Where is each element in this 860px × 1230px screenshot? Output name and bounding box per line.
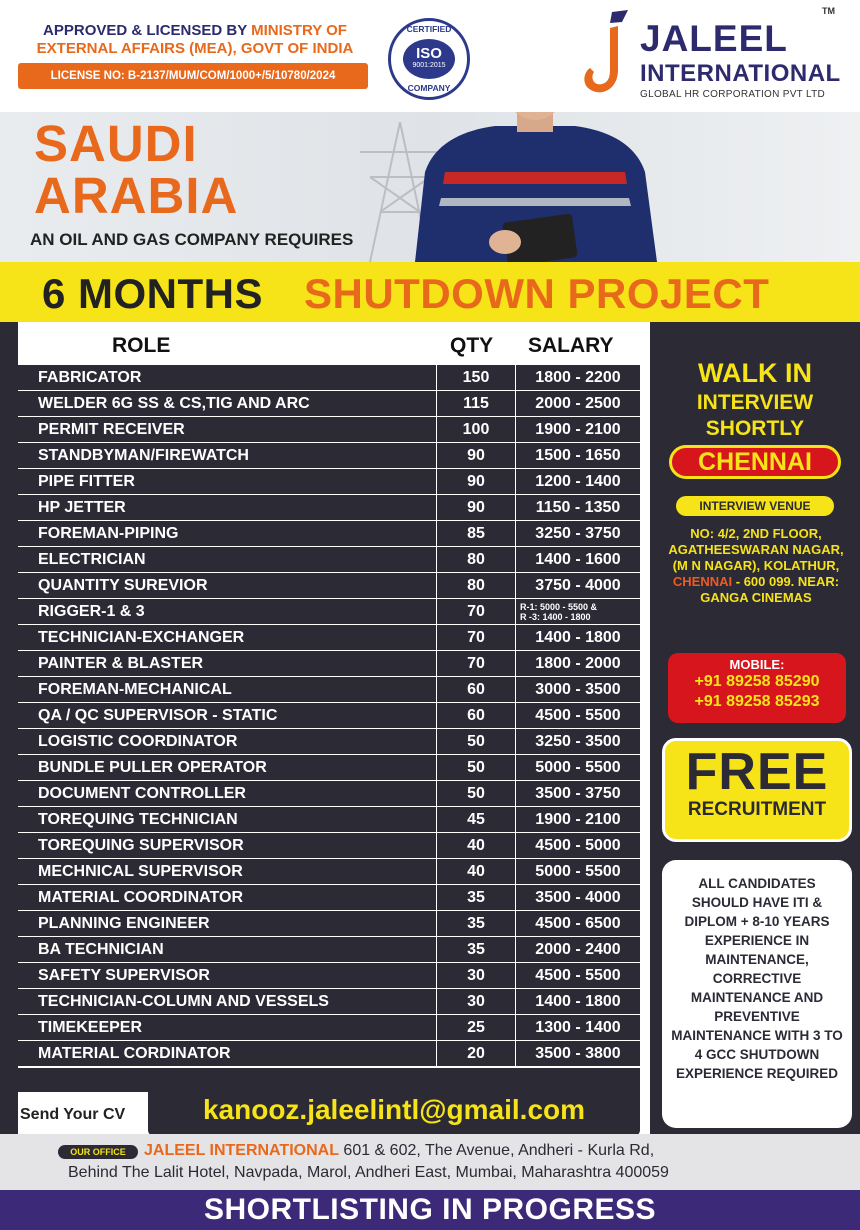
- header-salary: SALARY: [528, 334, 614, 357]
- iso-standard: 9001:2015: [412, 62, 446, 69]
- row-salary: 5000 - 5500: [535, 863, 621, 880]
- row-salary: 4500 - 5500: [535, 967, 621, 984]
- row-role: MATERIAL COORDINATOR: [38, 889, 244, 906]
- approval-ministry: MINISTRY OF: [251, 22, 347, 39]
- row-salary: 3500 - 4000: [535, 889, 621, 906]
- jaleel-logo-icon: [582, 8, 634, 100]
- table-row: [18, 676, 640, 702]
- row-salary: 3750 - 4000: [535, 577, 621, 594]
- row-qty: 45: [436, 807, 516, 833]
- table-row: [18, 390, 640, 416]
- iso-bottom-text: COMPANY: [407, 83, 451, 93]
- row-salary: 3500 - 3750: [535, 785, 621, 802]
- row-salary: 1800 - 2200: [535, 369, 621, 386]
- table-row: [18, 988, 640, 1014]
- approval-text: [20, 22, 370, 58]
- table-row: [18, 780, 640, 806]
- table-row: [18, 936, 640, 962]
- table-left-edge: [0, 322, 18, 1134]
- brand-tagline: GLOBAL HR CORPORATION PVT LTD: [640, 89, 826, 100]
- row-role: DOCUMENT CONTROLLER: [38, 785, 246, 802]
- table-row: [18, 364, 640, 390]
- row-salary: 1150 - 1350: [535, 499, 621, 516]
- row-role: LOGISTIC COORDINATOR: [38, 733, 238, 750]
- table-row: [18, 858, 640, 884]
- row-salary: 2000 - 2400: [535, 941, 621, 958]
- row-salary: 5000 - 5500: [535, 759, 621, 776]
- row-qty: 30: [436, 989, 516, 1015]
- table-row: [18, 832, 640, 858]
- table-row: [18, 624, 640, 650]
- table-row: [18, 1014, 640, 1040]
- candidate-requirements: ALL CANDIDATES SHOULD HAVE ITI & DIPLOM + 8-10 YEARS EXPERIENCE IN MAINTENANCE, CORRECTIVE MAINTENANCE AND PREVENTIVE MAINTENANCE WITH 3 TO 4 GCC SHUTDOWN EXPERIENCE REQUIRED: [662, 860, 852, 1128]
- row-role: RIGGER-1 & 3: [38, 603, 145, 620]
- row-qty: 35: [436, 911, 516, 937]
- job-table: [0, 322, 650, 1134]
- interview-text: INTERVIEW: [696, 391, 814, 414]
- row-qty: 25: [436, 1015, 516, 1041]
- table-row: [18, 702, 640, 728]
- row-salary: 4500 - 6500: [535, 915, 621, 932]
- recruitment-text: RECRUITMENT: [687, 799, 827, 820]
- mobile-label: MOBILE:: [729, 657, 785, 672]
- row-salary: 1900 - 2100: [535, 811, 621, 828]
- row-role: PLANNING ENGINEER: [38, 915, 210, 932]
- country-line2: ARABIA: [34, 167, 239, 224]
- table-row: [18, 494, 640, 520]
- engineer-photo: [405, 112, 665, 262]
- table-row: [18, 806, 640, 832]
- row-salary: 3500 - 3800: [535, 1045, 621, 1062]
- row-qty: 115: [436, 391, 516, 417]
- send-cv-label: Send Your CV: [20, 1106, 126, 1123]
- row-role: HP JETTER: [38, 499, 126, 516]
- row-role: PAINTER & BLASTER: [38, 655, 204, 672]
- country-title: [34, 115, 239, 224]
- row-qty: 60: [436, 677, 516, 703]
- table-row: [18, 910, 640, 936]
- project-type: SHUTDOWN PROJECT: [304, 270, 770, 317]
- approval-line1: APPROVED & LICENSED BY: [43, 22, 252, 39]
- row-role: STANDBYMAN/FIREWATCH: [38, 447, 249, 464]
- office-address-line2: Behind The Lalit Hotel, Navpada, Marol, Andheri East, Mumbai, Maharashtra 400059: [68, 1164, 669, 1181]
- table-row: [18, 468, 640, 494]
- walk-in-text: WALK IN: [698, 358, 812, 388]
- row-salary: 3250 - 3500: [535, 733, 621, 750]
- row-qty: 70: [436, 651, 516, 677]
- table-row: [18, 598, 640, 624]
- row-qty: 90: [436, 443, 516, 469]
- venue-address: [662, 526, 850, 606]
- table-row: [18, 416, 640, 442]
- row-qty: 90: [436, 469, 516, 495]
- row-qty: 35: [436, 885, 516, 911]
- row-qty: 70: [436, 599, 516, 625]
- mobile-number-2[interactable]: +91 89258 85293: [694, 693, 820, 710]
- row-salary: 1400 - 1600: [535, 551, 621, 568]
- mobile-box: [668, 653, 846, 723]
- row-qty: 35: [436, 937, 516, 963]
- table-row: [18, 442, 640, 468]
- row-qty: 100: [436, 417, 516, 443]
- iso-inner: [403, 39, 455, 79]
- row-salary: 4500 - 5500: [535, 707, 621, 724]
- row-role: FOREMAN-PIPING: [38, 525, 179, 542]
- row-salary-line1: R-1: 5000 - 5500 &: [520, 602, 598, 612]
- row-salary-line2: R -3: 1400 - 1800: [520, 612, 591, 622]
- table-row: [18, 520, 640, 546]
- license-badge: LICENSE NO: B-2137/MUM/COM/1000+/5/10780/2024: [18, 63, 368, 89]
- row-role: MECHNICAL SUPERVISOR: [38, 863, 243, 880]
- shortly-text: SHORTLY: [705, 417, 805, 440]
- row-salary: 3250 - 3750: [535, 525, 621, 542]
- office-address-line1: [144, 1142, 654, 1160]
- row-role: TOREQUING TECHNICIAN: [38, 811, 238, 828]
- row-salary: 1900 - 2100: [535, 421, 621, 438]
- header-qty: QTY: [450, 334, 494, 357]
- row-role: BUNDLE PULLER OPERATOR: [38, 759, 267, 776]
- row-role: PERMIT RECEIVER: [38, 421, 185, 438]
- office-tag: OUR OFFICE: [58, 1145, 138, 1159]
- row-qty: 40: [436, 859, 516, 885]
- hero-banner: [0, 112, 860, 262]
- address-city: CHENNAI: [672, 574, 733, 589]
- brand-name: JALEEL: [640, 18, 788, 59]
- header-role: ROLE: [112, 334, 171, 357]
- office-company: JALEEL INTERNATIONAL: [144, 1142, 339, 1159]
- row-role: WELDER 6G SS & CS,TIG AND ARC: [38, 395, 310, 412]
- row-qty: 85: [436, 521, 516, 547]
- venue-label: INTERVIEW VENUE: [676, 496, 834, 516]
- office-address-rest: 601 & 602, The Avenue, Andheri - Kurla Rd,: [338, 1142, 655, 1159]
- row-role: BA TECHNICIAN: [38, 941, 164, 958]
- iso-top-text: CERTIFIED: [406, 24, 452, 34]
- free-text: FREE: [685, 743, 829, 801]
- row-salary: 1400 - 1800: [535, 993, 621, 1010]
- email-link[interactable]: kanooz.jaleelintl@gmail.com: [148, 1084, 640, 1136]
- row-role: TOREQUING SUPERVISOR: [38, 837, 244, 854]
- row-qty: 80: [436, 547, 516, 573]
- walk-in-interview: [650, 358, 860, 441]
- row-role: FABRICATOR: [38, 369, 142, 386]
- row-qty: 80: [436, 573, 516, 599]
- city-badge: CHENNAI: [669, 445, 841, 479]
- table-row: [18, 884, 640, 910]
- address-part1: NO: 4/2, 2ND FLOOR, AGATHEESWARAN NAGAR, (M N NAGAR), KOLATHUR,: [668, 526, 844, 573]
- row-qty: 20: [436, 1041, 516, 1067]
- row-role: SAFETY SUPERVISOR: [38, 967, 210, 984]
- company-requires: AN OIL AND GAS COMPANY REQUIRES: [30, 230, 354, 249]
- row-salary: 2000 - 2500: [535, 395, 621, 412]
- row-qty: 150: [436, 365, 516, 391]
- trademark: TM: [822, 6, 835, 16]
- row-qty: 30: [436, 963, 516, 989]
- row-role: TIMEKEEPER: [38, 1019, 143, 1036]
- brand-sub: INTERNATIONAL: [640, 60, 841, 87]
- project-duration: 6 MONTHS: [42, 270, 264, 317]
- project-title: [0, 262, 860, 322]
- row-role: MATERIAL CORDINATOR: [38, 1045, 231, 1062]
- job-rows: [18, 364, 640, 1066]
- row-salary: 1400 - 1800: [535, 629, 621, 646]
- iso-label: ISO: [416, 45, 442, 62]
- row-qty: 50: [436, 781, 516, 807]
- row-qty: 60: [436, 703, 516, 729]
- row-qty: 50: [436, 755, 516, 781]
- approval-line2: EXTERNAL AFFAIRS (MEA), GOVT OF INDIA: [36, 40, 354, 57]
- row-role: TECHNICIAN-COLUMN AND VESSELS: [38, 993, 329, 1010]
- row-role: QUANTITY SUREVIOR: [38, 577, 208, 594]
- row-salary: 1800 - 2000: [535, 655, 621, 672]
- row-salary: [516, 599, 640, 625]
- row-role: ELECTRICIAN: [38, 551, 146, 568]
- row-salary: 1300 - 1400: [535, 1019, 621, 1036]
- table-row: [18, 650, 640, 676]
- free-recruitment-badge: [662, 738, 852, 842]
- table-row: [18, 1040, 640, 1066]
- row-salary: 3000 - 3500: [535, 681, 621, 698]
- table-row: [18, 728, 640, 754]
- row-role: TECHNICIAN-EXCHANGER: [38, 629, 245, 646]
- row-salary: 1500 - 1650: [535, 447, 621, 464]
- row-qty: 50: [436, 729, 516, 755]
- header: [0, 0, 860, 112]
- row-qty: 70: [436, 625, 516, 651]
- row-qty: 40: [436, 833, 516, 859]
- row-role: QA / QC SUPERVISOR - STATIC: [38, 707, 278, 724]
- table-row: [18, 962, 640, 988]
- iso-certified-seal: [388, 18, 470, 100]
- row-qty: 90: [436, 495, 516, 521]
- mobile-number-1[interactable]: +91 89258 85290: [694, 673, 820, 690]
- table-row: [18, 572, 640, 598]
- country-line1: SAUDI: [34, 115, 198, 172]
- row-salary: 4500 - 5000: [535, 837, 621, 854]
- row-salary: 1200 - 1400: [535, 473, 621, 490]
- address-part2: - 600 099. NEAR: GANGA CINEMAS: [700, 574, 840, 605]
- table-row: [18, 754, 640, 780]
- table-row: [18, 546, 640, 572]
- office-footer: [0, 1134, 860, 1190]
- row-role: FOREMAN-MECHANICAL: [38, 681, 232, 698]
- row-role: PIPE FITTER: [38, 473, 135, 490]
- shortlisting-banner: SHORTLISTING IN PROGRESS: [0, 1190, 860, 1230]
